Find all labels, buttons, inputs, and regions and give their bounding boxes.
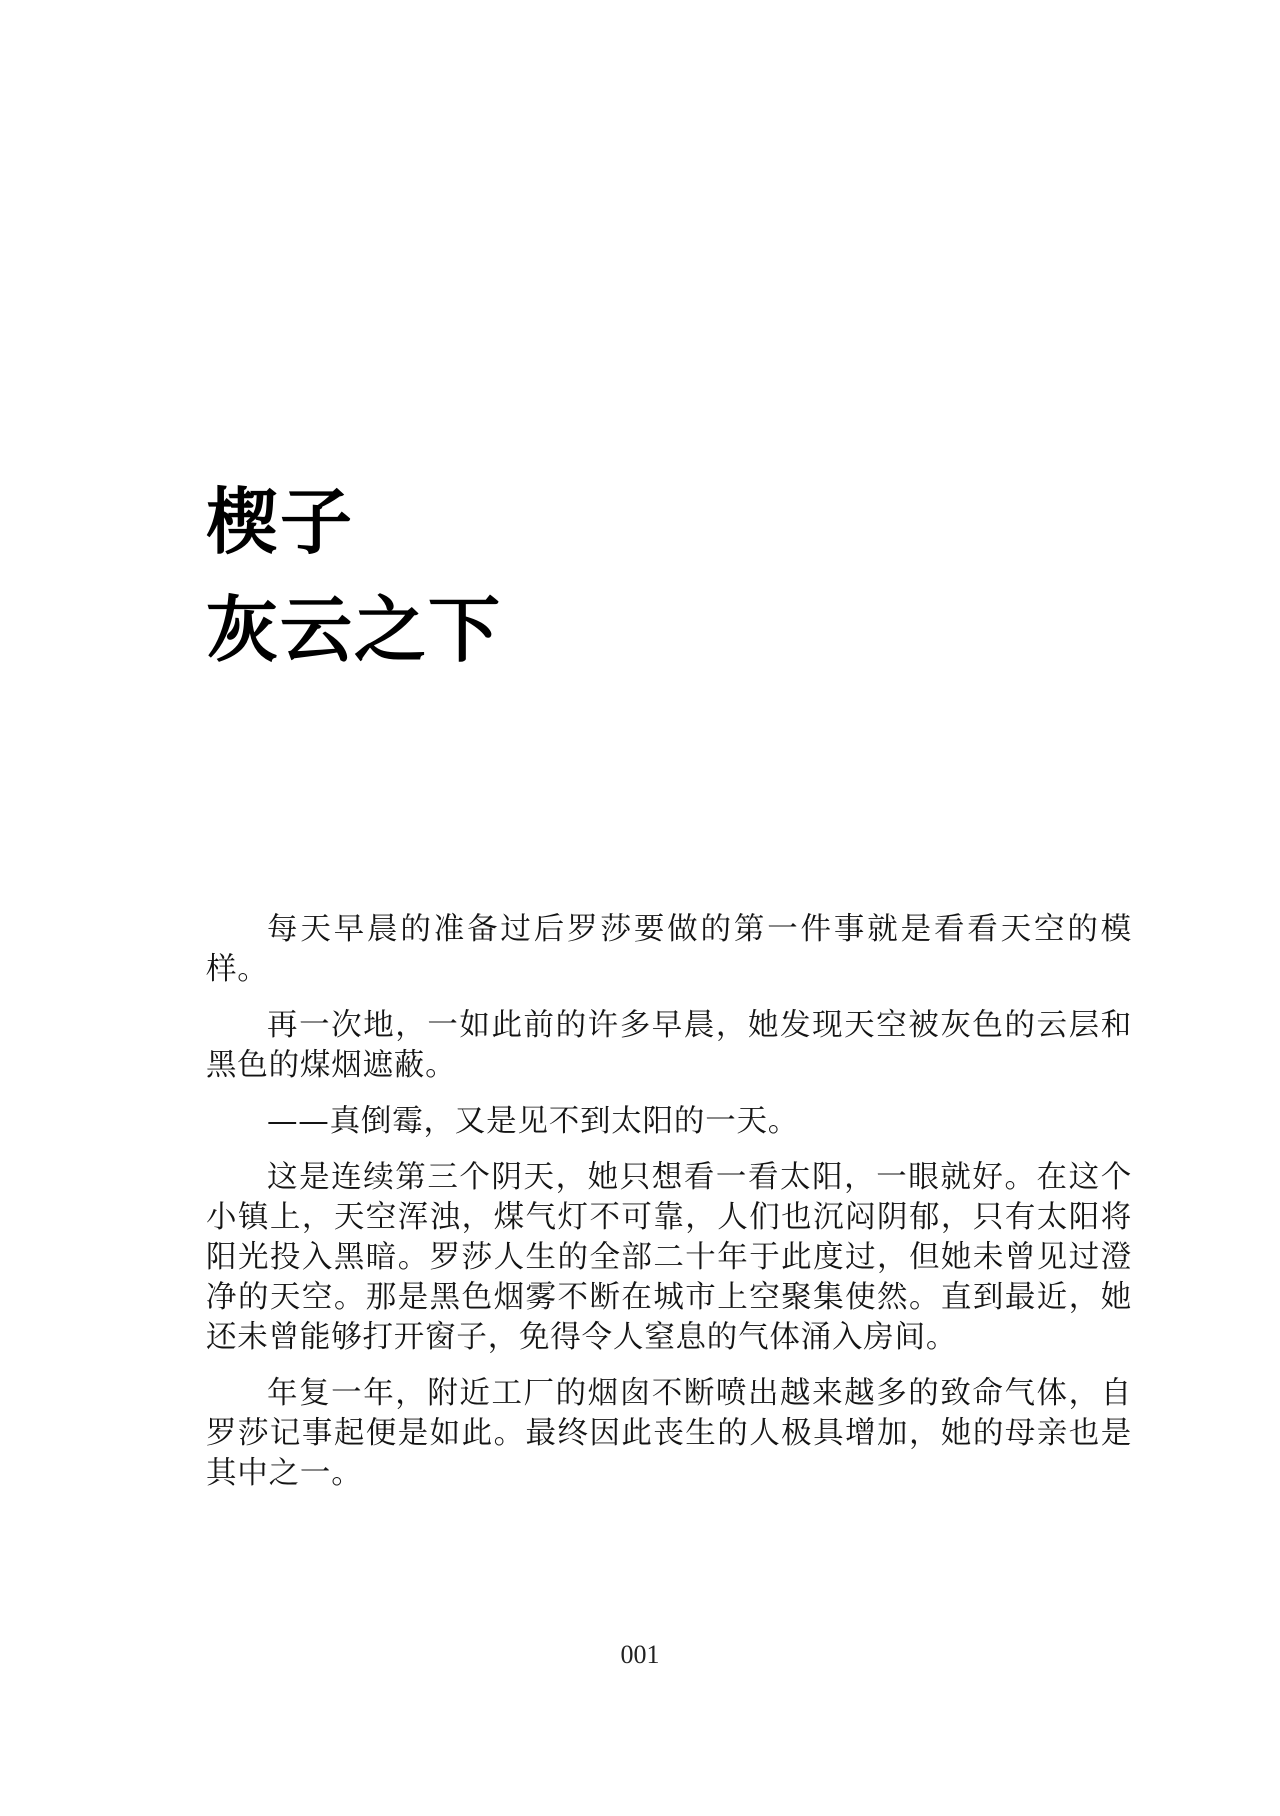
paragraph-4: 这是连续第三个阴天，她只想看一看太阳，一眼就好。在这个小镇上，天空浑浊，煤气灯不可靠，人们也沉闷阴郁，只有太阳将阳光投入黑暗。罗莎人生的全部二十年于此度过，但她未曾见过澄净的天空。那是黑色烟雾不断在城市上空聚集使然。直到最近，她还未曾能够打开窗子，免得令人窒息的气体涌入房间。 bbox=[206, 1160, 1132, 1355]
body-text bbox=[206, 910, 1132, 1510]
chapter-heading bbox=[206, 468, 502, 684]
paragraph-3: ——真倒霉，又是见不到太阳的一天。 bbox=[267, 1104, 800, 1139]
chapter-label: 楔子 bbox=[206, 480, 355, 564]
page-number: 001 bbox=[620, 1640, 660, 1669]
paragraph-5: 年复一年，附近工厂的烟囱不断喷出越来越多的致命气体，自罗莎记事起便是如此。最终因此丧生的人极具增加，她的母亲也是其中之一。 bbox=[206, 1376, 1132, 1491]
chapter-title: 灰云之下 bbox=[206, 588, 503, 672]
paragraph-1: 每天早晨的准备过后罗莎要做的第一件事就是看看天空的模样。 bbox=[206, 912, 1132, 987]
paragraph-2: 再一次地，一如此前的许多早晨，她发现天空被灰色的云层和黑色的煤烟遮蔽。 bbox=[206, 1008, 1132, 1083]
